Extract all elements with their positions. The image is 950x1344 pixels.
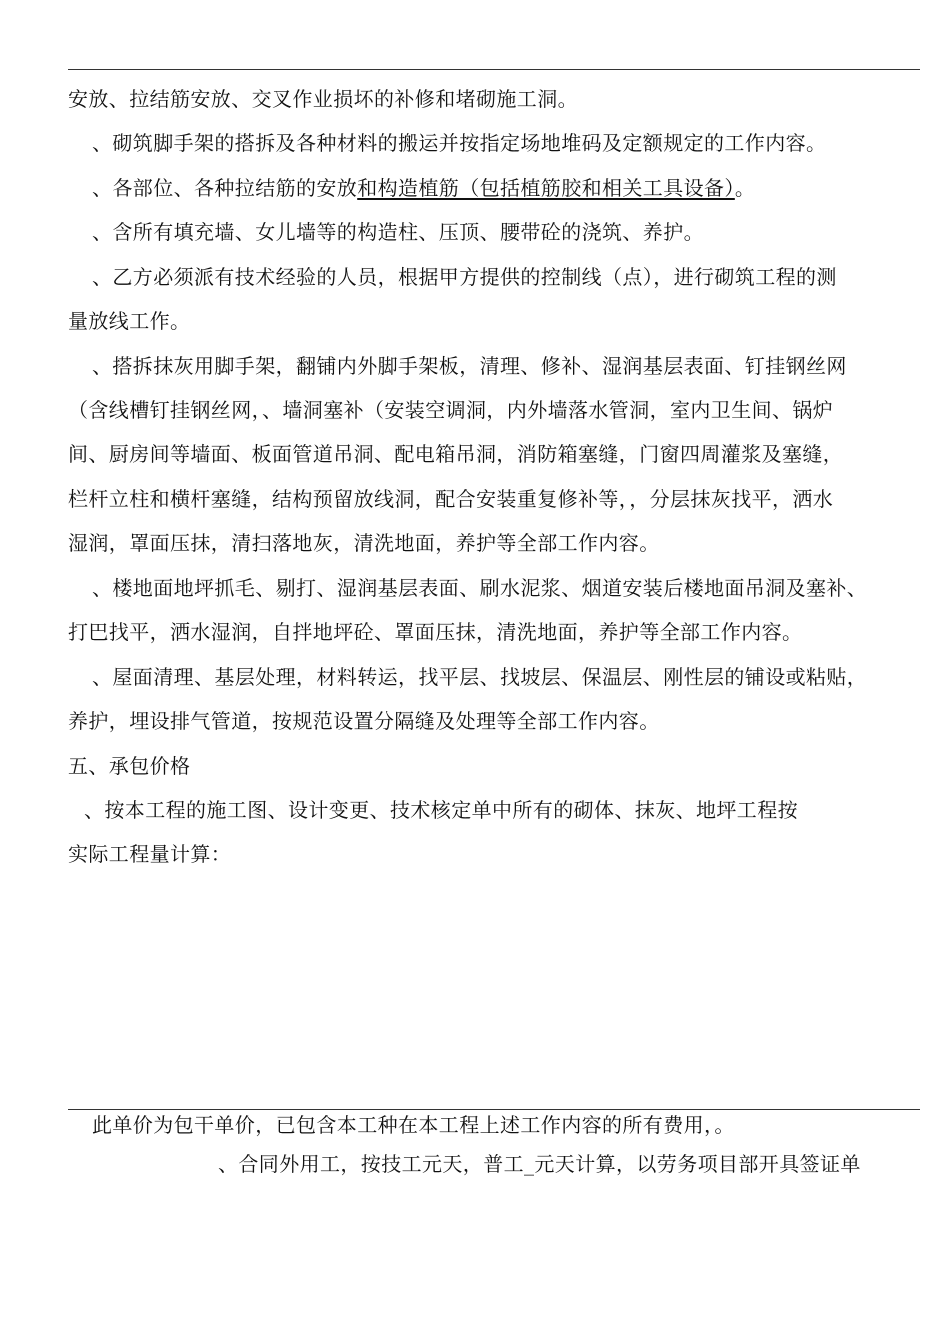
text-line-8: （含线槽钉挂钢丝网，、墙洞塞补（安装空调洞，内外墙落水管洞，室内卫生间、锅炉 (68, 398, 834, 422)
section-heading: 五、承包价格 (68, 754, 191, 778)
text-line-7: 、搭拆抹灰用脚手架，翻铺内外脚手架板，清理、修补、湿润基层表面、钉挂钢丝网 (92, 354, 847, 378)
text-line-5: 、乙方必须派有技术经验的人员，根据甲方提供的控制线（点），进行砌筑工程的测 (92, 265, 837, 289)
top-rule (68, 69, 920, 70)
text-line-9: 间、厨房间等墙面、板面管道吊洞、配电箱吊洞，消防箱塞缝，门窗四周灌浆及塞缝， (68, 442, 844, 466)
text-line-13: 打巴找平，洒水湿润，自拌地坪砼、罩面压抹，清洗地面，养护等全部工作内容。 (68, 620, 803, 644)
text-line-4: 、含所有填充墙、女儿墙等的构造柱、压顶、腰带砼的浇筑、养护。 (92, 220, 704, 244)
text-line-2: 、砌筑脚手架的搭拆及各种材料的搬运并按指定场地堆码及定额规定的工作内容。 (92, 131, 827, 155)
text-line-16: 、按本工程的施工图、设计变更、技术核定单中所有的砌体、抹灰、地坪工程按 (84, 798, 798, 822)
text-line-12: 、楼地面地坪抓毛、剔打、湿润基层表面、刷水泥浆、烟道安装后楼地面吊洞及塞补、 (92, 576, 868, 600)
text-line-14: 、屋面清理、基层处理，材料转运，找平层、找坡层、保温层、刚性层的铺设或粘贴， (92, 665, 868, 689)
text-line-3: 、各部位、各种拉结筋的安放和构造植筋（包括植筋胶和相关工具设备）。 (92, 176, 756, 200)
text-line-17: 实际工程量计算： (68, 842, 232, 866)
text-line-10: 栏杆立柱和横杆塞缝，结构预留放线洞，配合安装重复修补等，，分层抹灰找平，洒水 (68, 487, 834, 511)
text-line-11: 湿润，罩面压抹，清扫落地灰，清洗地面，养护等全部工作内容。 (68, 531, 660, 555)
text-line-19: 、合同外用工，按技工元天，普工_元天计算，以劳务项目部开具签证单 (218, 1152, 861, 1176)
underlined-phrase: 和构造植筋（包括植筋胶和相关工具设备） (357, 176, 735, 200)
text-line-1: 安放、拉结筋安放、交叉作业损坏的补修和堵砌施工洞。 (68, 87, 578, 111)
text-line-6: 量放线工作。 (68, 309, 191, 333)
text-line-18: 此单价为包干单价，已包含本工种在本工程上述工作内容的所有费用，。 (92, 1113, 735, 1137)
bottom-rule (68, 1109, 920, 1110)
text-line-15: 养护，埋设排气管道，按规范设置分隔缝及处理等全部工作内容。 (68, 709, 660, 733)
